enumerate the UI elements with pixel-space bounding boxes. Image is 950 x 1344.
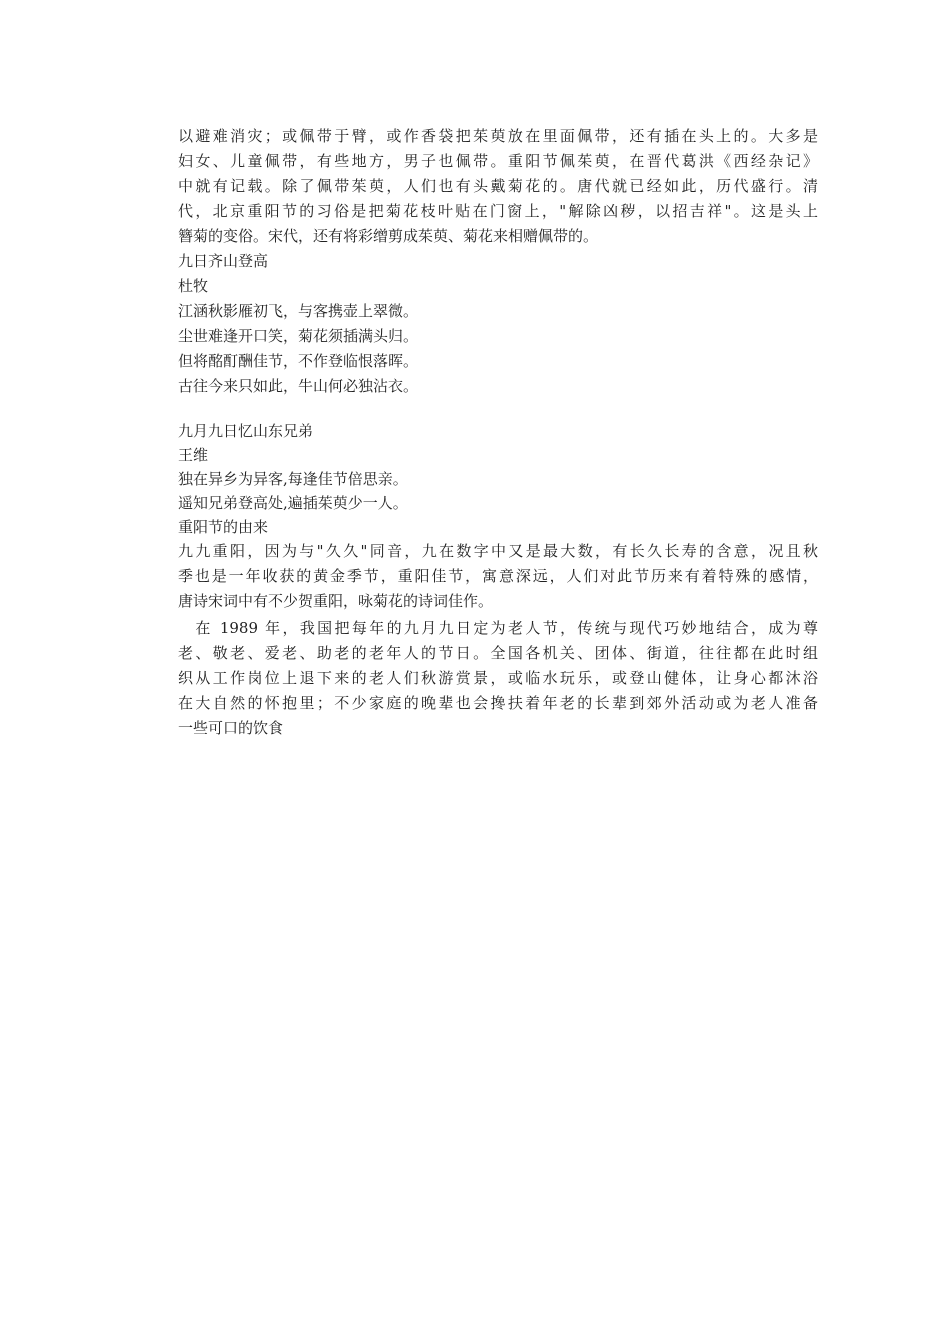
paragraph-line: 中就有记载。除了佩带茱萸，人们也有头戴菊花的。唐代就已经如此，历代盛行。清	[178, 177, 818, 195]
poem-jiuri-qishan	[178, 249, 818, 399]
poem-line: 江涵秋影雁初飞，与客携壶上翠微。	[178, 302, 419, 320]
blank-line	[178, 399, 818, 419]
paragraph-line: 妇女、儿童佩带，有些地方，男子也佩带。重阳节佩茱萸，在晋代葛洪《西经杂记》	[178, 152, 818, 170]
poem-author: 杜牧	[178, 277, 209, 295]
paragraph-line: 九九重阳，因为与"久久"同音，九在数字中又是最大数，有长久长寿的含意，况且秋	[178, 542, 818, 560]
customs-paragraph	[178, 124, 818, 249]
poem-line: 遥知兄弟登高处,遍插茱萸少一人。	[178, 494, 408, 512]
paragraph-line: 以避难消灾；或佩带于臂，或作香袋把茱萸放在里面佩带，还有插在头上的。大多是	[178, 127, 818, 145]
poem-line: 尘世难逢开口笑，菊花须插满头归。	[178, 327, 419, 345]
poem-title: 九日齐山登高	[178, 252, 269, 270]
poem-line: 古往今来只如此，牛山何必独沾衣。	[178, 377, 419, 395]
section-heading: 重阳节的由来	[178, 518, 269, 536]
origin-section	[178, 515, 818, 741]
poem-line: 但将酩酊酬佳节，不作登临恨落晖。	[178, 352, 419, 370]
paragraph-line: 织从工作岗位上退下来的老人们秋游赏景，或临水玩乐，或登山健体，让身心都沐浴	[178, 669, 818, 687]
poem-title: 九月九日忆山东兄弟	[178, 422, 314, 440]
paragraph-line: 代，北京重阳节的习俗是把菊花枝叶贴在门窗上，"解除凶秽，以招吉祥"。这是头上	[178, 202, 818, 220]
paragraph-line: 在大自然的怀抱里；不少家庭的晚辈也会搀扶着年老的长辈到郊外活动或为老人准备	[178, 694, 818, 712]
paragraph-line: 在 1989 年，我国把每年的九月九日定为老人节，传统与现代巧妙地结合，成为尊	[178, 619, 818, 637]
poem-jiuyue-jiuri	[178, 419, 818, 515]
paragraph-line: 老、敬老、爱老、助老的老年人的节日。全国各机关、团体、街道，往往都在此时组	[178, 644, 818, 662]
paragraph-line: 簪菊的变俗。宋代，还有将彩缯剪成茱萸、菊花来相赠佩带的。	[178, 227, 599, 245]
paragraph-line: 唐诗宋词中有不少贺重阳，咏菊花的诗词佳作。	[178, 592, 494, 610]
paragraph-line: 季也是一年收获的黄金季节，重阳佳节，寓意深远，人们对此节历来有着特殊的感情，	[178, 567, 818, 585]
poem-author: 王维	[178, 446, 209, 464]
paragraph-line: 一些可口的饮食	[178, 719, 284, 737]
poem-line: 独在异乡为异客,每逢佳节倍思亲。	[178, 470, 408, 488]
document-page	[178, 124, 818, 741]
